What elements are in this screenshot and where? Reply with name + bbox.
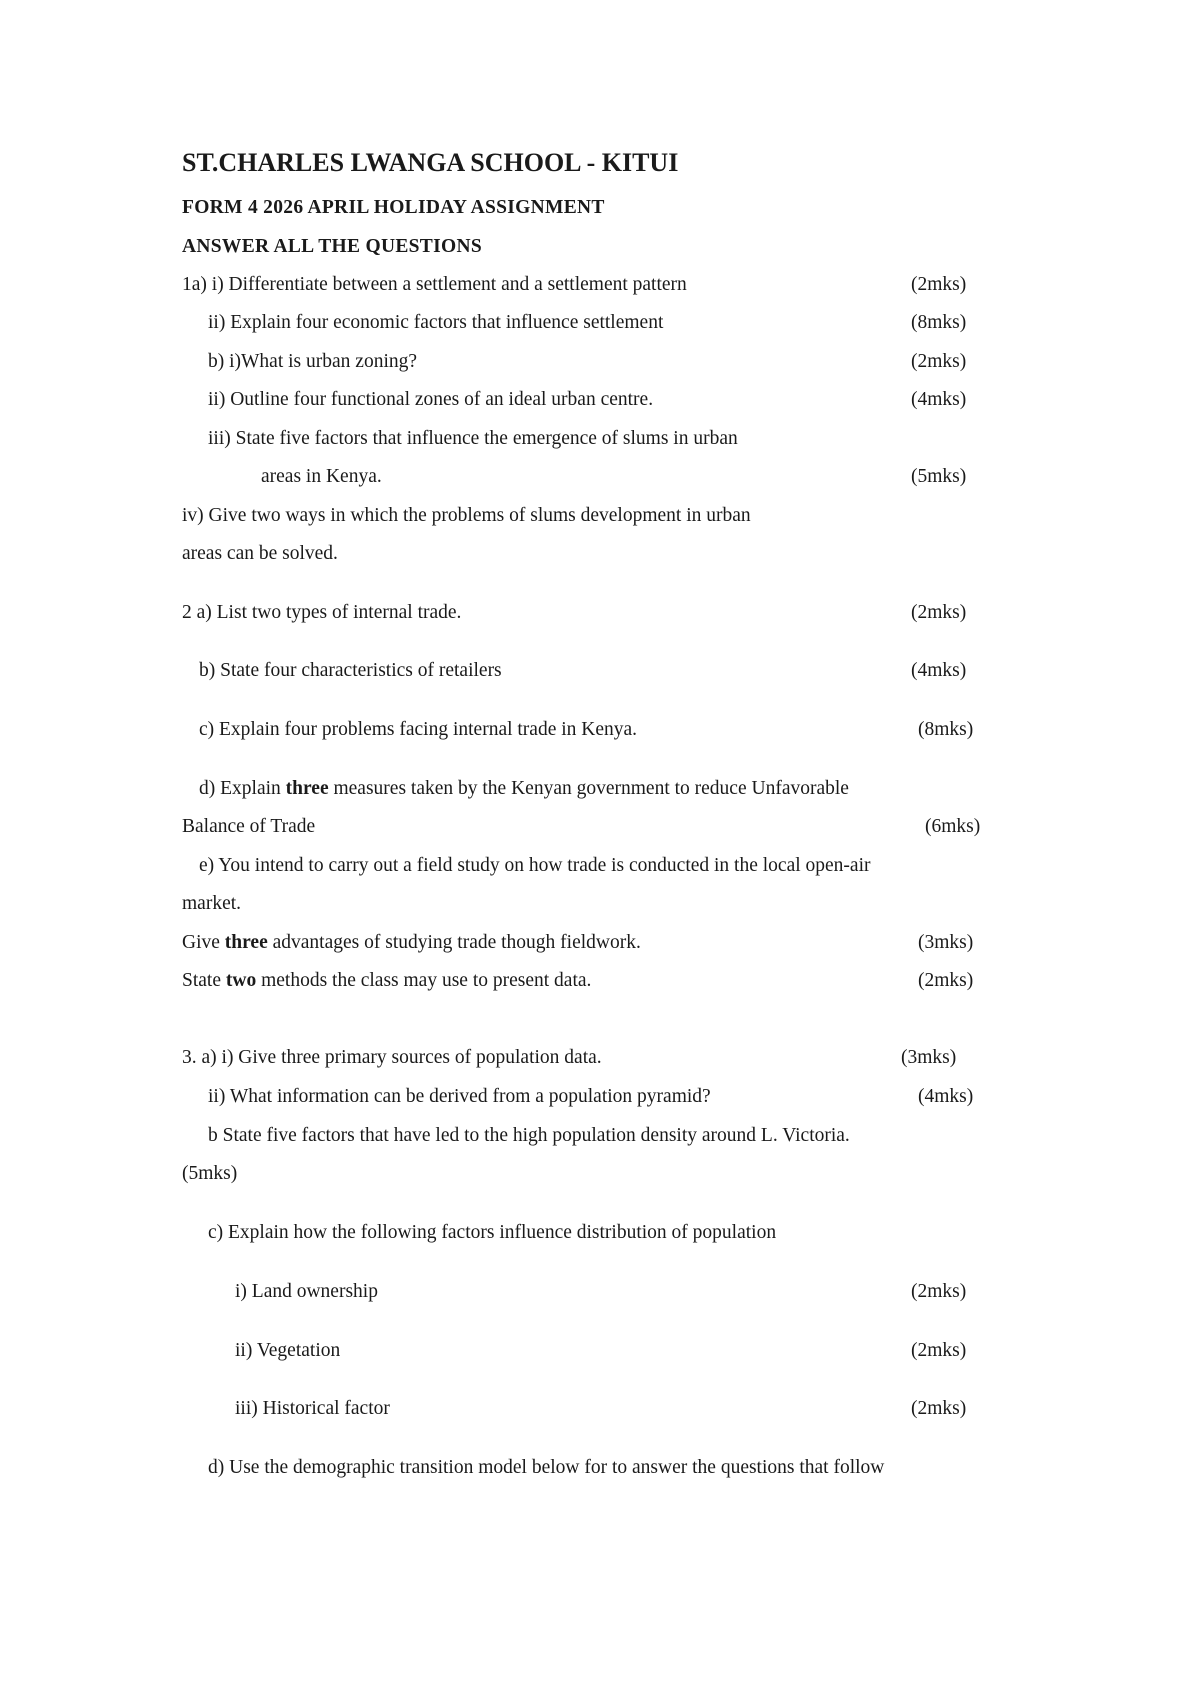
question-text: iv) Give two ways in which the problems of slums development in urban: [182, 505, 751, 526]
marks-label: (4mks): [911, 660, 967, 681]
question-text: c) Explain four problems facing internal trade in Kenya.: [199, 719, 638, 740]
marks-label: (2mks): [911, 1281, 967, 1302]
assignment-title: FORM 4 2026 APRIL HOLIDAY ASSIGNMENT: [182, 197, 605, 218]
marks-label: (4mks): [911, 389, 967, 410]
school-name: ST.CHARLES LWANGA SCHOOL - KITUI: [182, 148, 679, 177]
question-text: areas can be solved.: [182, 543, 338, 564]
question-text: ii) Vegetation: [235, 1340, 341, 1361]
question-text: d) Use the demographic transition model below for to answer the questions that follow: [208, 1457, 885, 1478]
question-text: market.: [182, 893, 242, 914]
question-text: 1a) i) Differentiate between a settlement and a settlement pattern: [182, 274, 687, 295]
marks-label: (5mks): [182, 1163, 238, 1184]
marks-label: (8mks): [911, 312, 967, 333]
question-text: b) State four characteristics of retailers: [199, 660, 502, 681]
question-text: b State five factors that have led to the high population density around L. Victoria.: [208, 1125, 850, 1146]
instruction-text: ANSWER ALL THE QUESTIONS: [182, 236, 482, 257]
question-text: ii) Outline four functional zones of an ideal urban centre.: [208, 389, 654, 410]
marks-label: (5mks): [911, 466, 967, 487]
question-text: ii) Explain four economic factors that influence settlement: [208, 312, 664, 333]
question-text: 3. a) i) Give three primary sources of population data.: [182, 1047, 602, 1068]
question-text: i) Land ownership: [235, 1281, 378, 1302]
marks-label: (2mks): [911, 1398, 967, 1419]
question-text: Give three advantages of studying trade though fieldwork.: [182, 932, 641, 953]
marks-label: (3mks): [901, 1047, 957, 1068]
marks-label: (2mks): [911, 274, 967, 295]
question-text: e) You intend to carry out a field study on how trade is conducted in the local open-air: [199, 855, 871, 876]
question-text: State two methods the class may use to present data.: [182, 970, 592, 991]
question-text: iii) State five factors that influence the emergence of slums in urban: [208, 428, 738, 449]
marks-label: (2mks): [911, 351, 967, 372]
marks-label: (2mks): [911, 1340, 967, 1361]
marks-label: (3mks): [918, 932, 974, 953]
marks-label: (6mks): [925, 816, 981, 837]
question-text: d) Explain three measures taken by the Kenyan government to reduce Unfavorable: [199, 778, 849, 799]
marks-label: (2mks): [911, 602, 967, 623]
question-text: areas in Kenya.: [261, 466, 382, 487]
marks-label: (2mks): [918, 970, 974, 991]
question-text: b) i)What is urban zoning?: [208, 351, 418, 372]
question-text: ii) What information can be derived from a population pyramid?: [208, 1086, 711, 1107]
marks-label: (8mks): [918, 719, 974, 740]
question-text: iii) Historical factor: [235, 1398, 390, 1419]
marks-label: (4mks): [918, 1086, 974, 1107]
question-text: c) Explain how the following factors influence distribution of population: [208, 1222, 777, 1243]
question-text: 2 a) List two types of internal trade.: [182, 602, 462, 623]
question-text: Balance of Trade: [182, 816, 316, 837]
